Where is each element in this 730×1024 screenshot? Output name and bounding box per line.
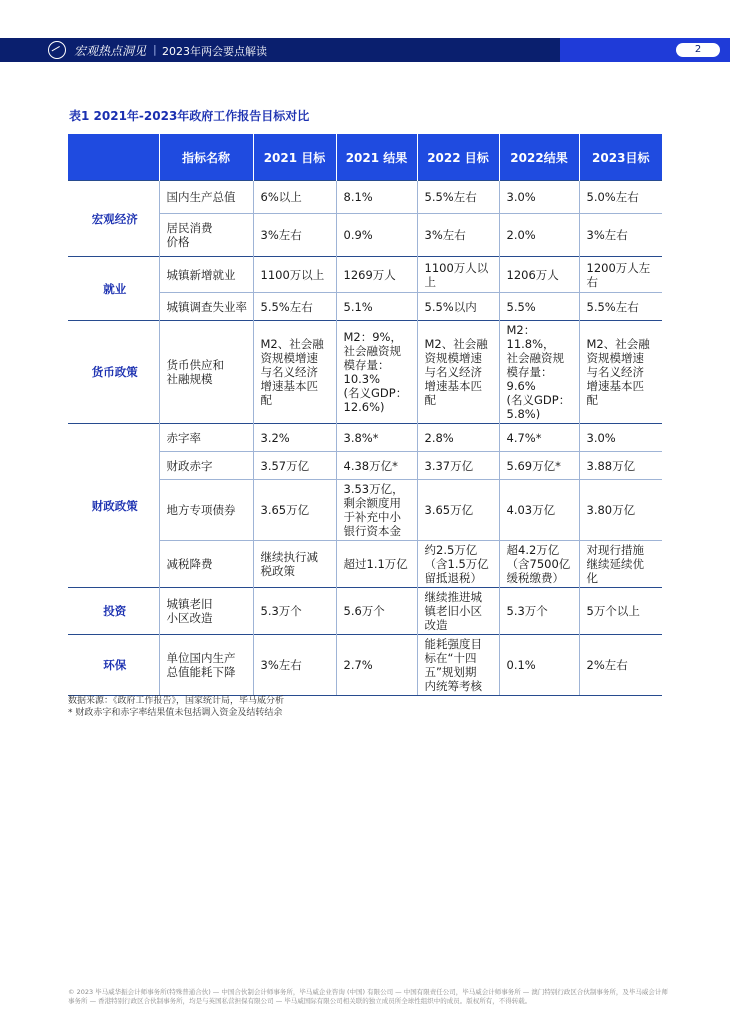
value-cell: 5.3万个 (253, 588, 336, 635)
indicator-cell: 单位国内生产 总值能耗下降 (159, 635, 253, 696)
value-cell: 4.7%* (499, 424, 579, 452)
column-header: 2022 目标 (417, 134, 499, 181)
column-header: 2023目标 (579, 134, 662, 181)
column-header (68, 134, 159, 181)
value-cell: M2、社会融 资规模增速 与名义经济 增速基本匹 配 (253, 321, 336, 424)
table-row (68, 424, 662, 452)
indicator-cell: 货币供应和 社融规模 (159, 321, 253, 424)
category-cell: 宏观经济 (68, 181, 159, 257)
value-cell: 3.53万亿， 剩余额度用 于补充中小 银行资本金 (336, 480, 417, 541)
value-cell: 约2.5万亿 （含1.5万亿 留抵退税） (417, 541, 499, 588)
indicator-cell: 减税降费 (159, 541, 253, 588)
indicator-cell: 城镇新增就业 (159, 257, 253, 293)
category-cell: 就业 (68, 257, 159, 321)
table-row (68, 588, 662, 635)
value-cell: 5.3万个 (499, 588, 579, 635)
indicator-cell: 居民消费 价格 (159, 214, 253, 257)
value-cell: M2、社会融 资规模增速 与名义经济 增速基本匹 配 (417, 321, 499, 424)
table-row (68, 635, 662, 696)
column-header: 2021 结果 (336, 134, 417, 181)
indicator-cell: 地方专项债券 (159, 480, 253, 541)
footnote: * 财政赤字和赤字率结果值未包括调入资金及结转结余 (68, 708, 283, 718)
value-cell: 6%以上 (253, 181, 336, 214)
targets-comparison-table (68, 134, 662, 696)
page-number: 2 (676, 43, 720, 57)
value-cell: 2%左右 (579, 635, 662, 696)
table-header-row (68, 134, 662, 181)
value-cell: M2：9%， 社会融资规 模存量： 10.3% (名义GDP： 12.6%) (336, 321, 417, 424)
value-cell: 5.5%左右 (579, 293, 662, 321)
value-cell: 2.8% (417, 424, 499, 452)
value-cell: 1200万人左 右 (579, 257, 662, 293)
value-cell: 3.0% (579, 424, 662, 452)
value-cell: 2.0% (499, 214, 579, 257)
notes (68, 695, 284, 719)
category-cell: 环保 (68, 635, 159, 696)
indicator-cell: 财政赤字 (159, 452, 253, 480)
value-cell: M2、社会融 资规模增速 与名义经济 增速基本匹 配 (579, 321, 662, 424)
value-cell: 3%左右 (417, 214, 499, 257)
value-cell: 3%左右 (253, 214, 336, 257)
value-cell: 5.5%以内 (417, 293, 499, 321)
indicator-cell: 城镇老旧 小区改造 (159, 588, 253, 635)
value-cell: 3.80万亿 (579, 480, 662, 541)
value-cell: 8.1% (336, 181, 417, 214)
indicator-cell: 国内生产总值 (159, 181, 253, 214)
value-cell: 3.8%* (336, 424, 417, 452)
column-header: 2022结果 (499, 134, 579, 181)
value-cell: 1100万以上 (253, 257, 336, 293)
value-cell: 5.5%左右 (253, 293, 336, 321)
table-title: 表1 2021年-2023年政府工作报告目标对比 (69, 109, 310, 123)
column-header: 指标名称 (159, 134, 253, 181)
value-cell: 5.5%左右 (417, 181, 499, 214)
value-cell: 3.65万亿 (417, 480, 499, 541)
value-cell: 1206万人 (499, 257, 579, 293)
value-cell: 5.6万个 (336, 588, 417, 635)
value-cell: 2.7% (336, 635, 417, 696)
category-cell: 货币政策 (68, 321, 159, 424)
report-subtitle: 2023年两会要点解读 (162, 45, 267, 58)
brand-logo-icon (48, 41, 66, 59)
value-cell: 3.2% (253, 424, 336, 452)
value-cell: 继续推进城 镇老旧小区 改造 (417, 588, 499, 635)
table-row (68, 321, 662, 424)
value-cell: 超4.2万亿 （含7500亿 缓税缴费） (499, 541, 579, 588)
indicator-cell: 城镇调查失业率 (159, 293, 253, 321)
value-cell: 0.1% (499, 635, 579, 696)
indicator-cell: 赤字率 (159, 424, 253, 452)
value-cell: 5.69万亿* (499, 452, 579, 480)
value-cell: 5.5% (499, 293, 579, 321)
value-cell: 5.0%左右 (579, 181, 662, 214)
source-note: 数据来源：《政府工作报告》，国家统计局，毕马威分析 (68, 696, 285, 706)
section-title: 宏观热点洞见 (74, 44, 147, 58)
header-banner (0, 38, 730, 62)
value-cell: 0.9% (336, 214, 417, 257)
category-cell: 财政政策 (68, 424, 159, 588)
value-cell: M2：11.8%， 社会融资规 模存量： 9.6% (名义GDP： 5.8%) (499, 321, 579, 424)
value-cell: 对现行措施 继续延续优 化 (579, 541, 662, 588)
value-cell: 1269万人 (336, 257, 417, 293)
value-cell: 超过1.1万亿 (336, 541, 417, 588)
value-cell: 4.38万亿* (336, 452, 417, 480)
value-cell: 3.37万亿 (417, 452, 499, 480)
value-cell: 1100万人以 上 (417, 257, 499, 293)
value-cell: 5.1% (336, 293, 417, 321)
column-header: 2021 目标 (253, 134, 336, 181)
value-cell: 3.88万亿 (579, 452, 662, 480)
value-cell: 能耗强度目 标在“十四 五”规划期 内统筹考核 (417, 635, 499, 696)
value-cell: 5万个以上 (579, 588, 662, 635)
copyright-footer: © 2023 毕马威华振会计师事务所(特殊普通合伙) — 中国合伙制会计师事务所，毕马威企业咨询 (中国) 有限公司 — 中国有限责任公司，毕马威会计师事务所 — 澳门特别行政区合伙制事务所，及毕马威会计师事务所 — 香港特别行政区合伙制事务所，均是与英国私营担保有限公司 — 毕马威国际有限公司相关联的独立成员所全球性组织中的成员。版权所有，不得转载。 (68, 988, 668, 1005)
table-row (68, 257, 662, 293)
table-row (68, 181, 662, 214)
value-cell: 3%左右 (253, 635, 336, 696)
value-cell: 4.03万亿 (499, 480, 579, 541)
category-cell: 投资 (68, 588, 159, 635)
value-cell: 3.65万亿 (253, 480, 336, 541)
value-cell: 3.0% (499, 181, 579, 214)
value-cell: 继续执行减 税政策 (253, 541, 336, 588)
value-cell: 3.57万亿 (253, 452, 336, 480)
value-cell: 3%左右 (579, 214, 662, 257)
title-separator: | (153, 43, 157, 56)
